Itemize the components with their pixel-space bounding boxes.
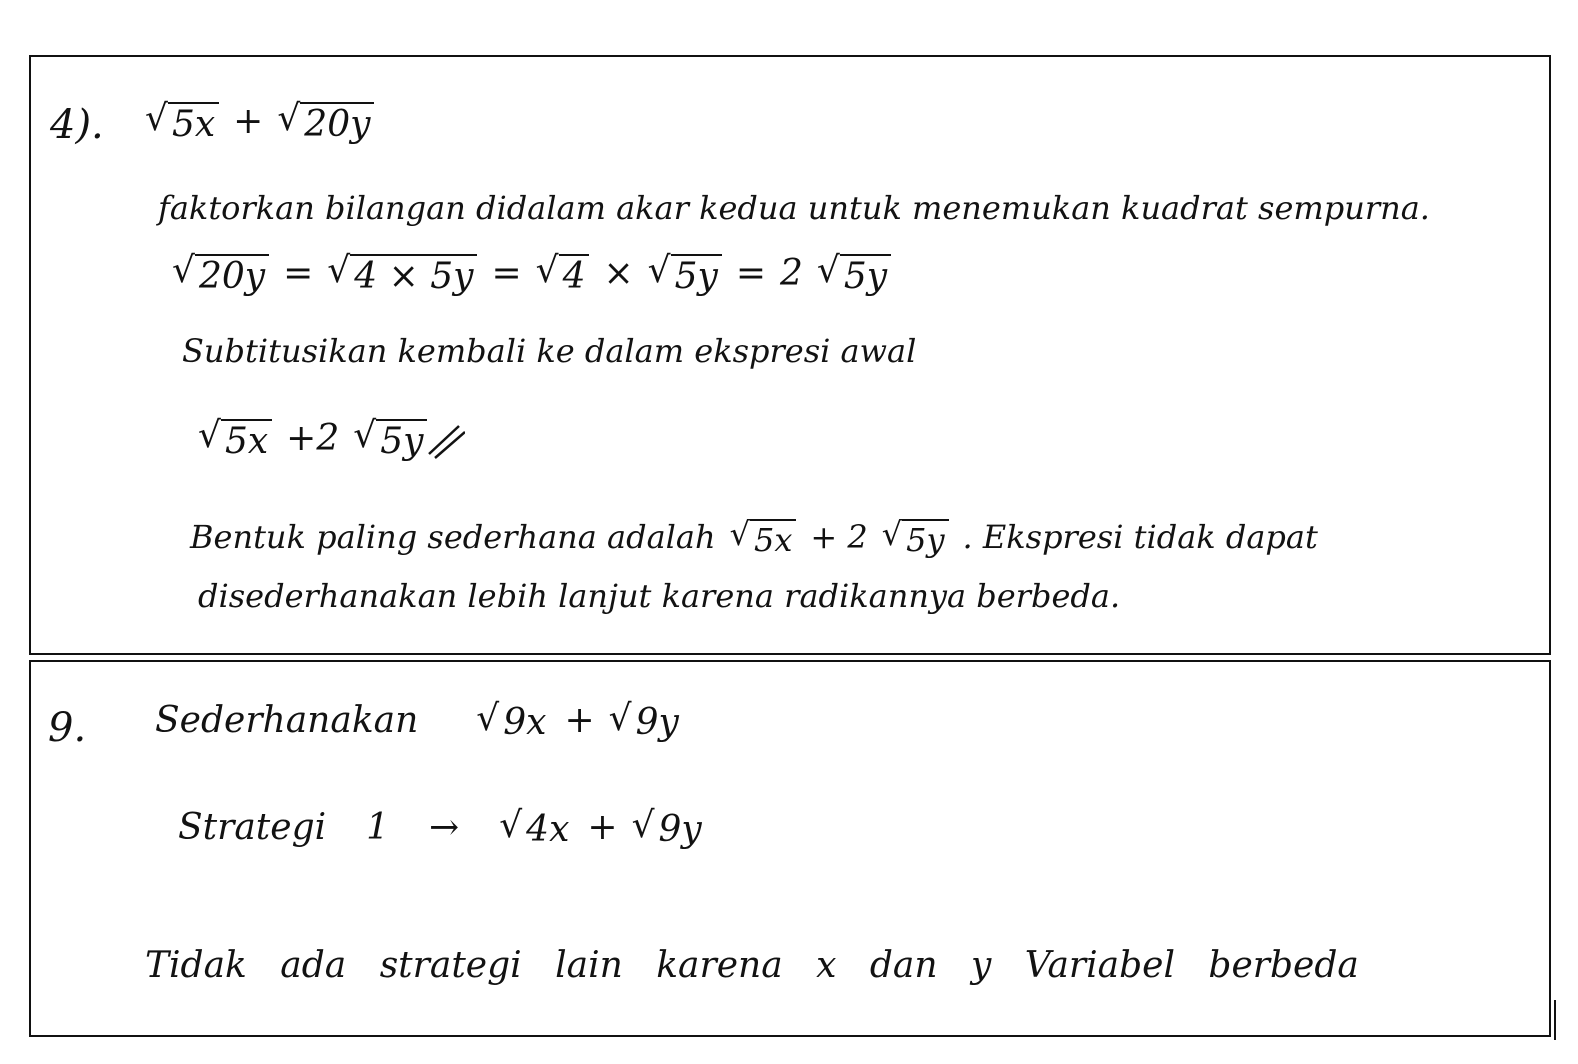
strategy-math: √ 4x + √ 9y bbox=[499, 805, 702, 850]
problem-4-number: 4). bbox=[50, 102, 104, 148]
conclusion-line-2: disederhanakan lebih lanjut karena radikannya berbeda. bbox=[198, 577, 1121, 615]
plus-sign: + bbox=[233, 101, 264, 142]
closing-text: Tidak ada strategi lain karena x dan y Variabel berbeda bbox=[145, 945, 1359, 986]
step-1-text: faktorkan bilangan didalam akar kedua untuk menemukan kuadrat sempurna. bbox=[158, 189, 1430, 227]
radical-5x: √ 5x bbox=[145, 98, 219, 145]
radical-20y: √ 20y bbox=[277, 98, 374, 145]
step-2-text: Subtitusikan kembali ke dalam ekspresi awal bbox=[182, 332, 917, 370]
strategy-row bbox=[178, 805, 706, 850]
double-slash-mark bbox=[425, 420, 465, 460]
arrow-icon: → bbox=[429, 807, 460, 848]
problem-9-prompt: Sederhanakan √ 9x + √ 9y bbox=[155, 698, 679, 743]
edge-mark bbox=[1554, 1000, 1556, 1040]
step-1-math: √ 20y = √ 4 × 5y = √ 4 × √ 5y = 2 √ 5y bbox=[172, 250, 891, 297]
problem-4-expression bbox=[145, 98, 374, 145]
strategy-number: 1 bbox=[366, 807, 390, 848]
result-expression: √ 5x +2 √ 5y bbox=[198, 415, 427, 462]
conclusion-line-1: Bentuk paling sederhana adalah √ 5x + 2 √ 5y . Ekspresi tidak dapat bbox=[190, 515, 1318, 559]
strategy-label: Strategi bbox=[178, 806, 327, 848]
problem-9-number: 9. bbox=[48, 705, 87, 751]
